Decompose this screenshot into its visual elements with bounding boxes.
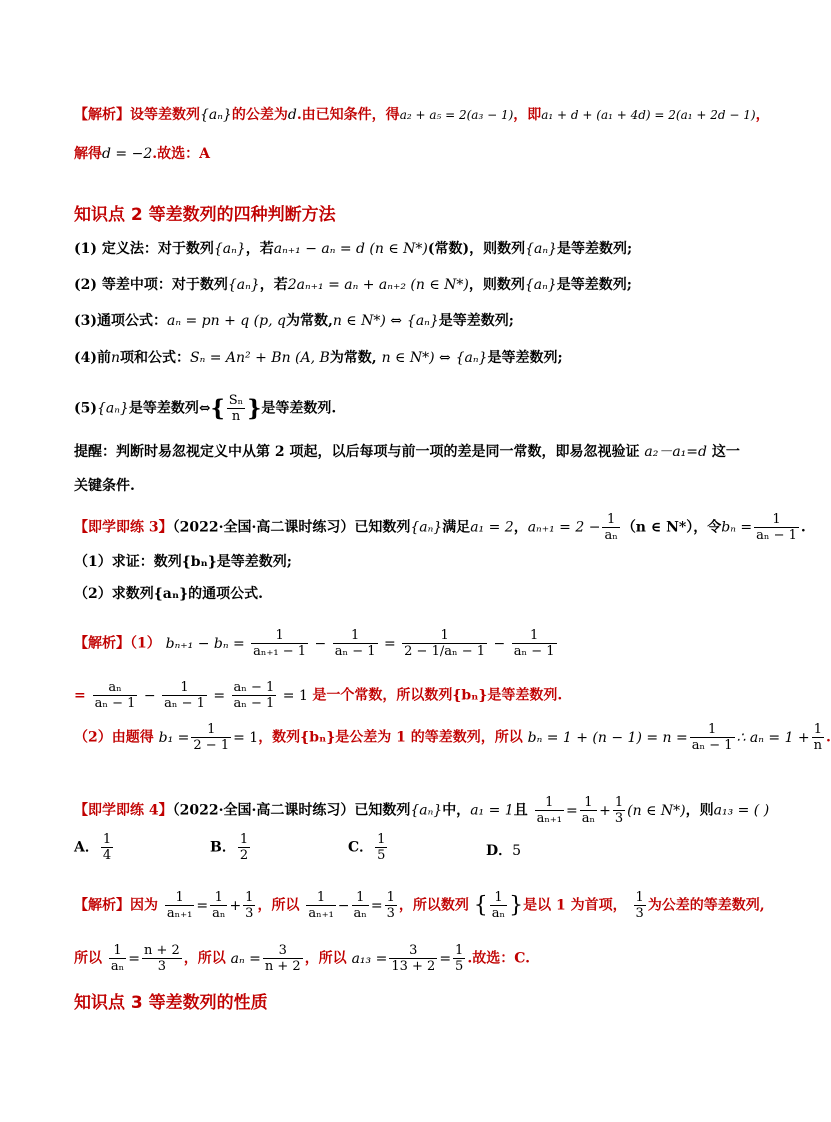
option-c[interactable]: C． $\frac{1}{5}$ [348, 832, 386, 863]
knowledge-point-3-title: 知识点 3 等差数列的性质 [74, 993, 268, 1013]
exercise-4-solution-line-2: 所以 $\frac{1}{\text{aₙ}}$ = $\frac{n + 2}{3}$ ，所以 aₙ = $\frac{3}{n + 2}$ ，所以 a₁₃ = $\frac{3}{13 + 2}$ = $\frac{1}{5}$ .故选：C. [74, 943, 530, 974]
exercise-3-question: 【即学即练 3】（2022·全国·高二课时练习）已知数列{aₙ}满足a₁ = 2，aₙ₊₁ = 2 − $\frac{1}{\text{aₙ}}$ （n ∈ N*），令bₙ = $\frac{1}{\text{aₙ − 1}}$ . [74, 512, 806, 543]
exercise-3-tag: 【即学即练 3】 [74, 519, 173, 536]
method-2: (2) 等差中项：对于数列{aₙ}，若2aₙ₊₁ = aₙ + aₙ₊₂ (n ∈ N*)，则数列{aₙ}是等差数列; [74, 277, 632, 293]
exercise-4-tag: 【即学即练 4】 [74, 802, 173, 819]
tip-line-2: 关键条件. [74, 478, 135, 494]
analysis-1-line-1: 【解析】设等差数列{aₙ}的公差为d.由已知条件，得a₂ + a₅ = 2(a₃ − 1)，即a₁ + d + (a₁ + 4d) = 2(a₁ + 2d − 1)， [74, 107, 770, 123]
method-4: (4)前n项和公式：Sₙ = An² + Bn (A, B为常数, n ∈ N*) ⇔ {aₙ}是等差数列; [74, 350, 563, 366]
option-a[interactable]: A． $\frac{1}{4}$ [74, 832, 112, 863]
exercise-4-solution-line-1: 【解析】因为 $\frac{1}{\text{aₙ₊₁}}$ = $\frac{1}{\text{aₙ}}$ + $\frac{1}{3}$ ，所以 $\frac{1}{\text{aₙ₊₁}}$ − $\frac{1}{\text{aₙ}}$ = $\frac{1}{3}$ ，所以数列 { $\frac{1}{\text{aₙ}}$ }是以 1 为首项， $\frac{1}{3}$ 为公差的等差数列, [74, 890, 765, 921]
option-b[interactable]: B． $\frac{1}{2}$ [210, 832, 249, 863]
knowledge-point-2-title: 知识点 2 等差数列的四种判断方法 [74, 205, 336, 225]
exercise-3-solution-line-3: （2）由题得 b₁ = $\frac{1}{2 - 1}$ = 1，数列{bₙ}是公差为 1 的等差数列，所以 bₙ = 1 + (n − 1) = n = $\frac{1}{\text{aₙ − 1}}$ ∴ aₙ = 1 + $\frac{1}{n}$ . [74, 722, 831, 753]
exercise-3-part-1: （1）求证：数列{bₙ}是等差数列; [74, 554, 292, 570]
option-d[interactable]: D．5 [486, 843, 522, 859]
sn-over-n: $\frac{\text{Sₙ}}{n}$ [228, 393, 244, 424]
tip-line-1: 提醒：判断时易忽视定义中从第 2 项起，以后每项与前一项的差是同一常数，即易忽视验证 a₂－a₁=d 这一 [74, 444, 740, 460]
exercise-3-solution-line-1: 【解析】（1） bₙ₊₁ − bₙ = $\frac{1}{\text{aₙ₊₁ − 1}}$ − $\frac{1}{\text{aₙ − 1}}$ = $\frac{1}{\text{2 − 1/aₙ − 1}}$ − $\frac{1}{\text{aₙ − 1}}$ [74, 628, 555, 659]
method-5: (5){aₙ}是等差数列⇔{ $\frac{\text{Sₙ}}{n}$ }是等差数列. [74, 393, 337, 424]
exercise-4-question: 【即学即练 4】（2022·全国·高二课时练习）已知数列{aₙ}中，a₁ = 1且 $\frac{1}{\text{aₙ₊₁}}$ = $\frac{1}{\text{aₙ}}$ + $\frac{1}{3}$ (n ∈ N*)，则a₁₃ = ( ) [74, 795, 770, 826]
exercise-3-solution-line-2: = $\frac{\text{aₙ}}{\text{aₙ − 1}}$ − $\frac{1}{\text{aₙ − 1}}$ = $\frac{\text{aₙ − 1}}{\text{aₙ − 1}}$ = 1 是一个常数，所以数列{bₙ}是等差数列. [74, 680, 563, 711]
method-3: (3)通项公式：aₙ = pn + q (p, q为常数,n ∈ N*) ⇔ {aₙ}是等差数列; [74, 313, 514, 329]
exercise-3-part-2: （2）求数列{aₙ}的通项公式. [74, 586, 263, 602]
analysis-tag: 【解析】 [74, 107, 130, 123]
method-1: (1) 定义法：对于数列{aₙ}，若aₙ₊₁ − aₙ = d (n ∈ N*)(常数)，则数列{aₙ}是等差数列; [74, 241, 633, 257]
analysis-1-line-2: 解得d = −2.故选：A [74, 146, 210, 162]
